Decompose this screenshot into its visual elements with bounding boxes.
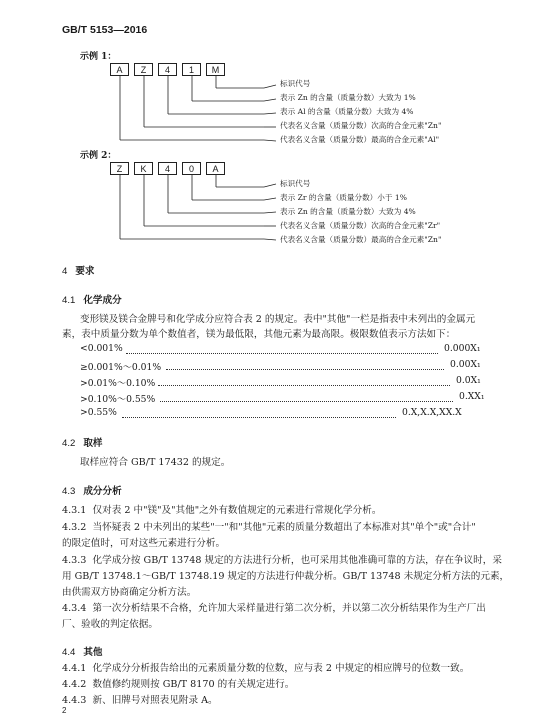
clause-number: 4.4.3 [62,695,87,706]
clause-text: 由供需双方协商确定分析方法。 [62,587,197,598]
leader-dots [160,401,453,402]
example-1-leader-lines [0,0,550,160]
limit-range: >0.10%～0.55% [80,394,156,405]
section-title: 要求 [75,266,95,277]
clause-text: 用 GB/T 13748.1～GB/T 13748.19 规定的方法进行仲裁分析。GB/T 13748 未规定分析方法的元素， [62,571,510,582]
clause-number: 4.3.2 [62,522,87,533]
clause-text: 当怀疑表 2 中未列出的某些"一"和"其他"元素的质量分数超出了本标准对其"单个"或"合计" [92,522,476,533]
section-4-1-heading [62,292,122,306]
code-box: 0 [182,162,201,175]
annotation: 标识代号 [280,79,311,88]
code-box: A [110,63,129,76]
section-title: 取样 [83,438,103,449]
section-4-3-heading [62,483,122,497]
limit-range: <0.001% [80,343,123,354]
clause-text: 的限定值时，可对这些元素进行分析。 [62,538,226,549]
annotation: 表示 Zn 的含量（质量分数）大致为 1% [280,93,416,102]
limit-format: 0.000X₁ [444,343,481,354]
section-number: 4.2 [62,438,76,449]
section-4-heading [62,263,95,277]
leader-dots [166,369,444,370]
section-title: 化学成分 [83,295,122,306]
limit-range: >0.01%～0.10% [80,378,156,389]
paragraph: 变形镁及镁合金牌号和化学成分应符合表 2 的规定。表中"其他"一栏是指表中未列出的金属元 [80,314,476,325]
clause-number: 4.3.3 [62,555,87,566]
code-box: A [206,162,225,175]
example-1-label: 示例 1： [80,52,117,62]
clause-number: 4.3.4 [62,603,87,614]
section-number: 4 [62,266,68,277]
clause-4-3-4 [62,601,486,617]
limit-range: ≥0.001%～0.01% [80,362,162,373]
section-number: 4.1 [62,295,76,306]
clause-text: 仅对表 2 中"镁"及"其他"之外有数值规定的元素进行常规化学分析。 [92,505,382,516]
clause-text: 厂、验收的判定依据。 [62,619,158,630]
clause-number: 4.4.2 [62,679,87,690]
clause-text: 化学成分按 GB/T 13748 规定的方法进行分析，也可采用其他准确可靠的方法，存在争议时，采 [92,555,502,566]
limit-format: 0.0X₁ [456,375,481,386]
page-number: 2 [62,706,67,715]
limit-format: 0.00X₁ [450,359,481,370]
clause-text: 数值修约规则按 GB/T 8170 的有关规定进行。 [92,679,295,690]
clause-4-3-3 [62,553,502,569]
annotation: 代表名义含量（质量分数）次高的合金元素"Zr" [280,221,441,230]
code-box: Z [110,162,129,175]
limit-format: 0.XX₁ [459,391,485,402]
code-box: K [134,162,153,175]
code-box: 1 [182,63,201,76]
clause-text: 化学成分分析报告给出的元素质量分数的位数，应与表 2 中规定的相应牌号的位数一致。 [92,663,470,674]
code-box: M [206,63,225,76]
code-box: Z [134,63,153,76]
example-2-label: 示例 2： [80,151,117,161]
leader-dots [126,353,438,354]
annotation: 代表名义含量（质量分数）最高的合金元素"Zn" [280,235,442,244]
clause-4-3-2 [62,520,476,536]
leader-dots [122,417,396,418]
annotation: 代表名义含量（质量分数）次高的合金元素"Zn" [280,121,442,130]
annotation: 表示 Al 的含量（质量分数）大致为 4% [280,107,414,116]
section-4-2-heading [62,435,103,449]
section-number: 4.4 [62,647,76,658]
paragraph: 素，表中质量分数为单个数值者，镁为最低限，其他元素为最高限。极限数值表示方法如下： [62,329,456,340]
section-title: 其他 [83,647,103,658]
limit-range: >0.55% [80,407,117,418]
section-4-4-heading [62,644,103,658]
annotation: 表示 Zn 的含量（质量分数）大致为 4% [280,207,416,216]
annotation: 标识代号 [280,179,311,188]
clause-4-4-3 [62,693,218,709]
clause-4-4-2 [62,677,294,693]
section-title: 成分分析 [83,486,122,497]
clause-number: 4.3.1 [62,505,87,516]
standard-number: GB/T 5153—2016 [62,24,148,36]
clause-4-3-1 [62,503,381,519]
clause-text: 新、旧牌号对照表见附录 A。 [92,695,218,706]
limit-format: 0.X,X.X,XX.X [402,407,462,418]
clause-4-4-1 [62,661,469,677]
section-number: 4.3 [62,486,76,497]
annotation: 表示 Zr 的含量（质量分数）小于 1% [280,193,407,202]
leader-dots [158,385,450,386]
clause-text: 第一次分析结果不合格，允许加大采样量进行第二次分析，并以第二次分析结果作为生产厂出 [92,603,486,614]
example-2-leader-lines [0,150,550,260]
clause-number: 4.4.1 [62,663,87,674]
code-box: 4 [158,162,177,175]
annotation: 代表名义含量（质量分数）最高的合金元素"Al" [280,135,440,144]
paragraph: 取样应符合 GB/T 17432 的规定。 [80,457,231,468]
code-box: 4 [158,63,177,76]
